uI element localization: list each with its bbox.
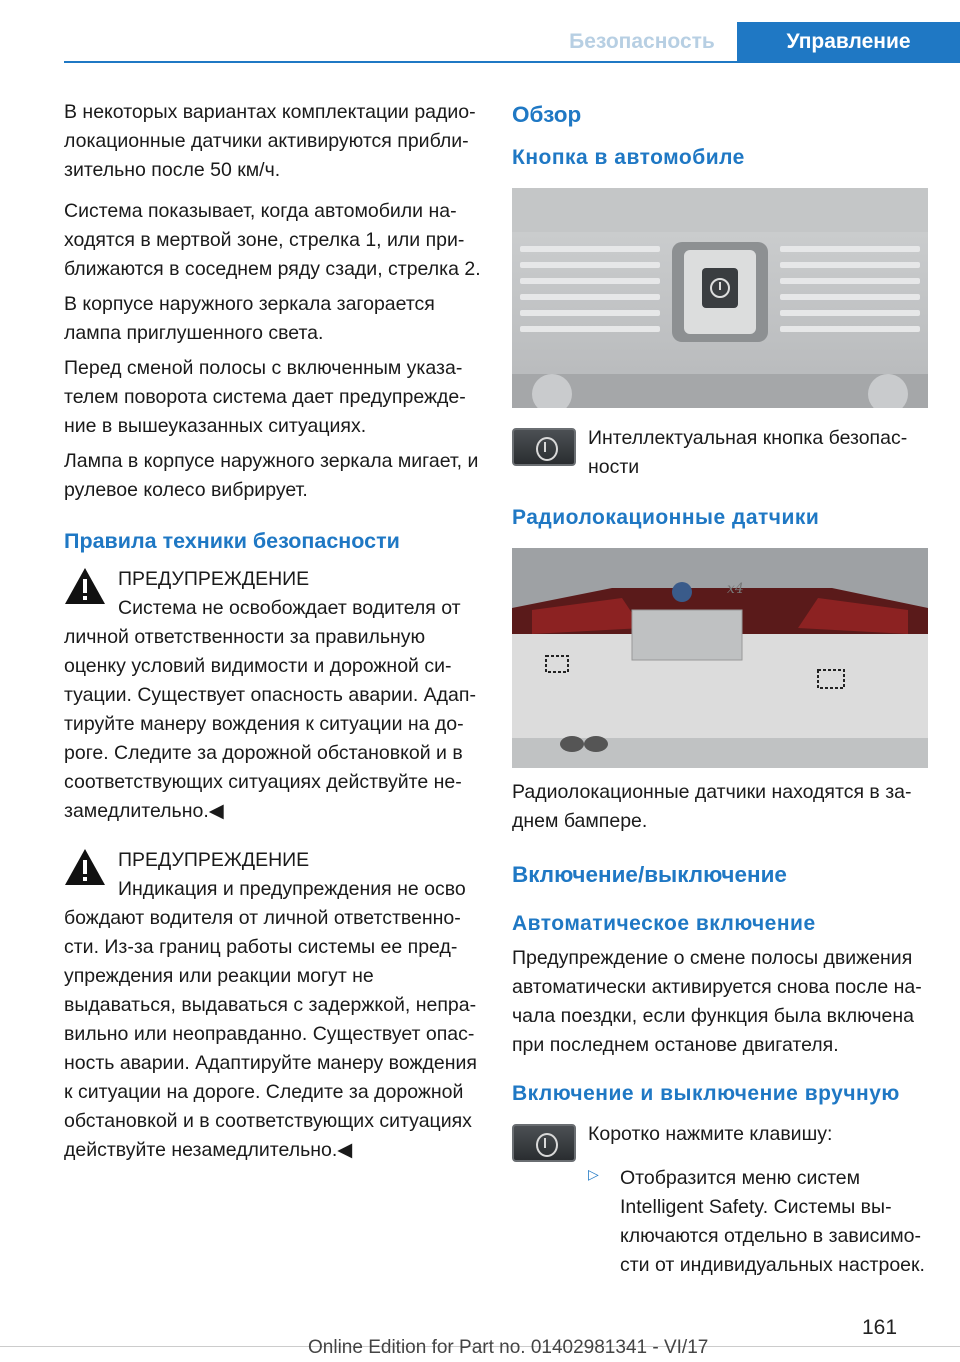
subheading-radar-sensors: Радиолокационные датчики bbox=[512, 506, 820, 529]
dashboard-button-photo bbox=[512, 188, 928, 408]
section-tab-safety: Безопасность bbox=[569, 30, 715, 53]
safety-button-icon bbox=[512, 1124, 576, 1162]
subheading-button-in-car: Кнопка в автомобиле bbox=[512, 146, 745, 169]
triangle-bullet-icon: ▷ bbox=[588, 1166, 599, 1182]
instruction-text: Коротко нажмите клавишу: bbox=[588, 1123, 833, 1145]
safety-button-icon bbox=[512, 428, 576, 466]
paragraph: Перед сменой полосы с включенным указателем поворота система дает предупреждение в вышеуказанных ситуациях. bbox=[64, 357, 466, 437]
warning-text-first-line: Система не освобождает водителя от bbox=[118, 597, 461, 619]
warning-title: ПРЕДУПРЕЖДЕНИЕ bbox=[118, 568, 310, 590]
section-heading-on-off: Включение/выключение bbox=[512, 862, 787, 887]
subheading-auto-on: Автоматическое включение bbox=[512, 912, 816, 935]
warning-triangle-icon bbox=[64, 848, 106, 886]
subheading-manual-on-off: Включение и выключение вручную bbox=[512, 1082, 900, 1105]
warning-text-rest: бождают водителя от личной ответственности. Из-за границ работы системы ее предупреждения или реакции могут не выдаваться, выдаваться с задержкой, неправильно или неоправданно. Существует опасность аварии. Адаптируйте манеру вождения к ситуации на дороге. Следите за дорожной обстановкой и в соответствующих ситуациях действуйте незамедлительно.◀ bbox=[64, 907, 477, 1161]
section-tab-controls: Управление bbox=[737, 22, 960, 62]
right-column bbox=[512, 98, 932, 1280]
warning-block bbox=[64, 565, 484, 826]
section-heading-safety: Правила техники безопасности bbox=[64, 529, 400, 553]
svg-text:x4: x4 bbox=[727, 581, 744, 597]
warning-triangle-icon bbox=[64, 567, 106, 605]
warning-text bbox=[64, 875, 484, 1165]
paragraph: В корпусе наружного зеркала загорается лампа приглушенного света. bbox=[64, 293, 435, 344]
warning-title: ПРЕДУПРЕЖДЕНИЕ bbox=[118, 849, 310, 871]
warning-text-first-line: Индикация и предупреждения не осво bbox=[118, 878, 466, 900]
warning-text bbox=[64, 594, 484, 826]
page-number: 161 bbox=[862, 1316, 898, 1339]
warning-text-rest: личной ответственности за правильную оценку условий видимости и дорожной ситуации. Существует опасность аварии. Адаптируйте манеру вождения к ситуации на дороге. Следите за дорожной обстановкой и в соответствующих ситуациях действуйте незамедлительно.◀ bbox=[64, 626, 476, 822]
edition-note: Online Edition for Part no. 01402981341 - VI/17 bbox=[308, 1337, 709, 1358]
paragraph: Лампа в корпусе наружного зеркала мигает, и рулевое колесо вибрирует. bbox=[64, 450, 479, 501]
radar-caption: Радиолокационные датчики находятся в заднем бампере. bbox=[512, 781, 912, 832]
header-rule bbox=[64, 61, 960, 63]
list-item bbox=[512, 1164, 932, 1280]
rear-bumper-photo bbox=[512, 548, 928, 768]
paragraph: Система показывает, когда автомобили находятся в мертвой зоне, стрелка 1, или приближаются в соседнем ряду сзади, стрелка 2. bbox=[64, 200, 481, 280]
warning-block bbox=[64, 846, 484, 1165]
list-item-text: Отобразится меню систем Intelligent Safety. Системы выключаются отдельно в зависимости от индивидуальных настроек. bbox=[620, 1167, 925, 1276]
left-column bbox=[64, 98, 484, 1177]
button-caption bbox=[512, 424, 932, 484]
manual-instruction bbox=[512, 1120, 932, 1160]
paragraph: Предупреждение о смене полосы движения автоматически активируется снова после начала поездки, если функция была включена при последнем останове двигателя. bbox=[512, 947, 922, 1056]
page-header bbox=[0, 0, 960, 62]
section-heading-overview: Обзор bbox=[512, 102, 582, 127]
caption-text: Интеллектуальная кнопка безопасности bbox=[588, 427, 908, 478]
paragraph: В некоторых вариантах комплектации радиолокационные датчики активируются приблизительно после 50 км/ч. bbox=[64, 101, 476, 181]
